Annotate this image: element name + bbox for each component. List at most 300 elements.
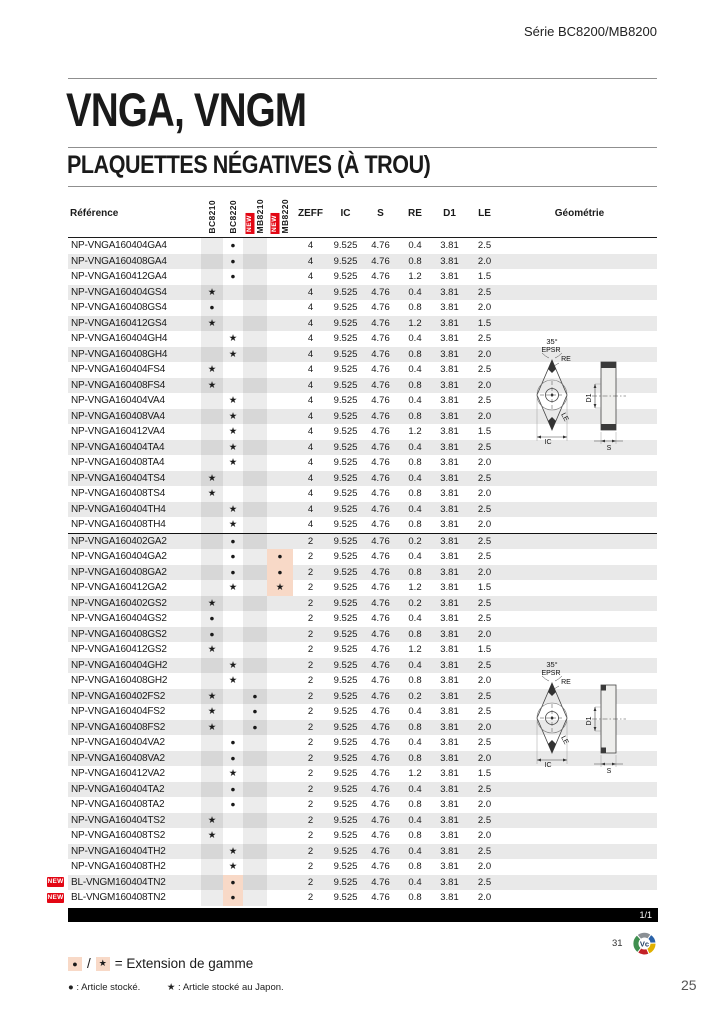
re-cell: 0.4 (408, 472, 422, 484)
re-cell: 0.8 (408, 752, 422, 764)
ic-cell: 9.525 (333, 488, 358, 499)
re-cell: 0.4 (408, 395, 422, 406)
zeff-cell: 2 (307, 613, 314, 624)
geometry-cell (502, 300, 657, 316)
reference-cell: NP-VNGA160408FS4 (71, 379, 166, 391)
d1-cell: 3.81 (440, 690, 459, 702)
zeff-cell: 4 (307, 395, 314, 406)
d1-cell: 3.81 (440, 892, 459, 903)
new-badge: NEW (47, 893, 64, 901)
grade-label-bc8220: BC8220 (227, 200, 238, 234)
grade-cell-mb8220 (267, 875, 293, 891)
re-cell: 0.8 (408, 302, 422, 313)
geometry-cell (502, 596, 657, 612)
table-row (68, 565, 657, 581)
ic-cell: 9.525 (333, 240, 358, 251)
d1-cell: 3.81 (440, 799, 459, 810)
ic-cell: 9.525 (333, 706, 358, 717)
zeff-cell: 4 (307, 457, 314, 468)
legend-extension-text: = Extension de gamme (114, 956, 254, 971)
d1-cell: 3.81 (440, 395, 459, 406)
geometry-cell (502, 285, 657, 301)
geometry-cell (502, 471, 657, 487)
le-cell: 2.5 (477, 503, 492, 515)
le-cell: 2.5 (477, 876, 492, 888)
reference-cell: NP-VNGA160412GA2 (71, 582, 167, 593)
grade-mark-bc8210-dot: ● (201, 611, 223, 627)
grade-mark-bc8210-star: ★ (201, 316, 223, 332)
d1-cell: 3.81 (440, 503, 459, 515)
legend-stock (68, 982, 284, 993)
grade-cell-mb8220 (267, 813, 293, 829)
d1-cell: 3.81 (440, 426, 459, 437)
re-cell: 1.2 (408, 644, 422, 655)
s-cell: 4.76 (371, 892, 390, 903)
ic-cell: 9.525 (333, 410, 358, 422)
zeff-cell: 4 (307, 271, 314, 282)
geometry-cell (502, 455, 657, 471)
grade-cell-mb8210 (243, 766, 267, 782)
grade-cell-mb8210 (243, 378, 267, 394)
le-cell: 2.5 (477, 783, 492, 795)
d1-cell: 3.81 (440, 861, 459, 872)
s-cell: 4.76 (371, 675, 390, 686)
s-cell: 4.76 (371, 410, 390, 422)
reference-cell: NP-VNGA160412VA4 (71, 426, 165, 437)
grade-cell-mb8210 (243, 844, 267, 860)
le-cell: 1.5 (477, 644, 492, 655)
le-cell: 2.0 (477, 721, 492, 733)
ic-cell: 9.525 (333, 752, 358, 764)
ic-cell: 9.525 (333, 613, 358, 624)
grade-cell-bc8220 (223, 285, 243, 301)
d1-cell: 3.81 (440, 659, 459, 671)
grade-mark-bc8210-star: ★ (201, 720, 223, 736)
grade-cell-bc8220 (223, 596, 243, 612)
s-cell: 4.76 (371, 690, 390, 702)
re-cell: 1.2 (408, 768, 422, 779)
table-header (68, 190, 657, 238)
table-row (68, 517, 657, 533)
s-cell: 4.76 (371, 395, 390, 406)
grade-cell-mb8210 (243, 393, 267, 409)
grade-cell-mb8210 (243, 673, 267, 689)
zeff-cell: 4 (307, 240, 314, 251)
ic-cell: 9.525 (333, 317, 358, 329)
svg-text:IC: IC (544, 762, 552, 769)
ic-cell: 9.525 (333, 814, 358, 826)
zeff-cell: 4 (307, 472, 314, 484)
grade-cell-bc8210 (201, 393, 223, 409)
ic-cell: 9.525 (333, 830, 358, 841)
grade-cell-mb8220 (267, 735, 293, 751)
grade-label-mb8220: MB8220 (279, 199, 290, 234)
grade-cell-mb8220 (267, 766, 293, 782)
grade-cell-mb8210 (243, 254, 267, 270)
re-cell: 0.4 (408, 551, 422, 562)
geometry-diagram-zeff2 (502, 655, 657, 780)
re-cell: 0.8 (408, 519, 422, 530)
grade-cell-mb8220 (267, 316, 293, 332)
reference-cell: BL-VNGM160404TN2 (71, 876, 166, 888)
zeff-cell: 2 (307, 861, 314, 872)
re-cell: 0.4 (408, 876, 422, 888)
grade-cell-mb8220 (267, 611, 293, 627)
s-cell: 4.76 (371, 644, 390, 655)
grade-cell-mb8220 (267, 720, 293, 736)
re-cell: 0.4 (408, 783, 422, 795)
grade-cell-bc8220 (223, 828, 243, 844)
svg-text:S: S (606, 768, 612, 775)
re-cell: 0.8 (408, 410, 422, 422)
le-cell: 2.5 (477, 395, 492, 406)
reference-cell: NP-VNGA160404GS2 (71, 613, 167, 624)
grade-mark-bc8220-dot: ● (230, 551, 236, 561)
ic-cell: 9.525 (333, 535, 358, 547)
zeff-cell: 2 (307, 597, 314, 609)
table-row (68, 533, 657, 550)
s-cell: 4.76 (371, 317, 390, 329)
d1-cell: 3.81 (440, 675, 459, 686)
grade-mark-bc8220-dot: ● (230, 737, 236, 747)
grade-cell-mb8210 (243, 424, 267, 440)
column-header-le: LE (478, 208, 491, 219)
re-cell: 1.2 (408, 317, 422, 329)
re-cell: 0.8 (408, 457, 422, 468)
reference-cell: NP-VNGA160404FS4 (71, 364, 166, 375)
s-cell: 4.76 (371, 286, 390, 298)
grade-cell-bc8210 (201, 859, 223, 875)
ic-cell: 9.525 (333, 721, 358, 733)
zeff-cell: 4 (307, 364, 314, 375)
d1-cell: 3.81 (440, 519, 459, 530)
re-cell: 0.2 (408, 535, 422, 547)
d1-cell: 3.81 (440, 410, 459, 422)
s-cell: 4.76 (371, 333, 390, 344)
svg-text:35°: 35° (546, 660, 558, 669)
geometry-cell (502, 238, 657, 254)
d1-cell: 3.81 (440, 379, 459, 391)
grade-mark-bc8220-star: ★ (228, 845, 238, 857)
ic-cell: 9.525 (333, 551, 358, 562)
grade-cell-mb8220 (267, 502, 293, 518)
grade-cell-mb8210 (243, 735, 267, 751)
reference-cell: NP-VNGA160404GA4 (71, 240, 167, 251)
grade-cell-mb8210 (243, 238, 267, 254)
grade-mark-bc8220-star: ★ (228, 503, 238, 515)
grade-cell-bc8210 (201, 658, 223, 674)
table-row (68, 300, 657, 316)
grade-cell-mb8220 (267, 844, 293, 860)
s-cell: 4.76 (371, 441, 390, 453)
re-cell: 0.8 (408, 799, 422, 810)
grade-mark-mb8210-dot: ● (243, 689, 267, 705)
grade-cell-mb8220 (267, 627, 293, 643)
le-cell: 2.5 (477, 706, 492, 717)
grade-cell-mb8210 (243, 517, 267, 533)
grade-cell-bc8210 (201, 890, 223, 906)
grade-cell-mb8220 (267, 362, 293, 378)
ic-cell: 9.525 (333, 659, 358, 671)
grade-cell-mb8210 (243, 440, 267, 456)
column-header-s: S (377, 208, 384, 219)
grade-cell-bc8210 (201, 549, 223, 565)
grade-mark-bc8220-star: ★ (228, 519, 238, 530)
grade-cell-mb8210 (243, 471, 267, 487)
le-cell: 2.0 (477, 752, 492, 764)
column-header-zeff: ZEFF (298, 208, 323, 219)
ic-cell: 9.525 (333, 845, 358, 857)
page-title: VNGA, VNGM (66, 83, 307, 136)
le-cell: 2.5 (477, 737, 492, 748)
grade-cell-mb8210 (243, 285, 267, 301)
le-cell: 2.5 (477, 845, 492, 857)
d1-cell: 3.81 (440, 255, 459, 267)
grade-cell-mb8220 (267, 689, 293, 705)
grade-mark-bc8220-star: ★ (228, 659, 238, 671)
grade-mark-bc8220-star: ★ (228, 861, 238, 872)
svg-text:LE: LE (559, 411, 570, 423)
column-header-bc8210 (201, 190, 223, 237)
grade-mark-bc8220-star: ★ (228, 348, 238, 360)
re-cell: 0.4 (408, 706, 422, 717)
grade-cell-mb8210 (243, 627, 267, 643)
grade-mark-bc8210-star: ★ (201, 596, 223, 612)
table-row (68, 285, 657, 301)
table-row (68, 580, 657, 596)
grade-cell-bc8210 (201, 580, 223, 596)
d1-cell: 3.81 (440, 768, 459, 779)
grade-cell-mb8210 (243, 890, 267, 906)
re-cell: 0.8 (408, 566, 422, 578)
grade-mark-bc8220-star: ★ (228, 441, 238, 453)
grade-mark-bc8210-star: ★ (201, 486, 223, 502)
table-row (68, 471, 657, 487)
zeff-cell: 2 (307, 706, 314, 717)
grade-mark-bc8220-dot: ● (230, 240, 236, 250)
grade-cell-bc8210 (201, 424, 223, 440)
table-row (68, 502, 657, 518)
reference-cell: NP-VNGA160404GS4 (71, 286, 167, 298)
zeff-cell: 2 (307, 768, 314, 779)
reference-cell: NP-VNGA160408VA4 (71, 410, 165, 422)
grade-cell-mb8220 (267, 890, 293, 906)
grade-cell-mb8210 (243, 658, 267, 674)
s-cell: 4.76 (371, 876, 390, 888)
d1-cell: 3.81 (440, 597, 459, 609)
grade-cell-bc8220 (223, 611, 243, 627)
grade-cell-mb8220 (267, 424, 293, 440)
reference-cell: NP-VNGA160404VA2 (71, 737, 165, 748)
reference-cell: NP-VNGA160408GA2 (71, 566, 167, 578)
table-row (47, 890, 657, 906)
d1-cell: 3.81 (440, 644, 459, 655)
grade-mark-bc8220-star: ★ (228, 768, 238, 779)
geometry-diagram-zeff4 (502, 332, 657, 457)
re-cell: 0.4 (408, 286, 422, 298)
le-cell: 2.0 (477, 348, 492, 360)
grade-mark-bc8220-star: ★ (228, 395, 238, 406)
svg-text:D1: D1 (586, 393, 593, 403)
geometry-cell (502, 502, 657, 518)
zeff-cell: 4 (307, 286, 314, 298)
s-cell: 4.76 (371, 752, 390, 764)
d1-cell: 3.81 (440, 333, 459, 344)
table-row (68, 844, 657, 860)
reference-cell: NP-VNGA160404FS2 (71, 706, 166, 717)
le-cell: 2.0 (477, 830, 492, 841)
grade-cell-mb8220 (267, 300, 293, 316)
le-cell: 2.0 (477, 566, 492, 578)
re-cell: 1.2 (408, 426, 422, 437)
grade-cell-mb8220 (267, 409, 293, 425)
reference-cell: NP-VNGA160412GS4 (71, 317, 167, 329)
geometry-cell (502, 611, 657, 627)
grade-cell-mb8220 (267, 859, 293, 875)
zeff-cell: 2 (307, 566, 314, 578)
grade-mark-bc8210-star: ★ (201, 689, 223, 705)
grade-cell-bc8220 (223, 300, 243, 316)
geometry-cell (502, 534, 657, 550)
d1-cell: 3.81 (440, 535, 459, 547)
ic-cell: 9.525 (333, 597, 358, 609)
ic-cell: 9.525 (333, 472, 358, 484)
table-row (68, 813, 657, 829)
reference-cell: NP-VNGA160408TS4 (71, 488, 166, 499)
reference-cell: NP-VNGA160408GA4 (71, 255, 167, 267)
geometry-cell (502, 269, 657, 285)
grade-mark-bc8210-star: ★ (201, 362, 223, 378)
grade-cell-mb8220 (267, 751, 293, 767)
le-cell: 2.5 (477, 240, 492, 251)
zeff-cell: 2 (307, 814, 314, 826)
grade-mark-bc8220-star: ★ (228, 426, 238, 437)
ic-cell: 9.525 (333, 892, 358, 903)
grade-label-bc8210: BC8210 (206, 200, 217, 234)
zeff-cell: 2 (307, 737, 314, 748)
grade-mark-bc8220-dot: ● (230, 783, 236, 794)
grade-cell-bc8210 (201, 502, 223, 518)
d1-cell: 3.81 (440, 364, 459, 375)
grade-cell-bc8220 (223, 689, 243, 705)
grade-cell-mb8210 (243, 549, 267, 565)
grade-cell-mb8220 (267, 269, 293, 285)
grade-cell-mb8220 (267, 828, 293, 844)
grade-cell-mb8210 (243, 813, 267, 829)
zeff-cell: 4 (307, 333, 314, 344)
s-cell: 4.76 (371, 737, 390, 748)
reference-cell: NP-VNGA160408GS4 (71, 302, 167, 313)
zeff-cell: 4 (307, 519, 314, 530)
zeff-cell: 4 (307, 426, 314, 437)
grade-mark-bc8220-star: ★ (228, 675, 238, 686)
table-row (68, 596, 657, 612)
grade-cell-bc8220 (223, 486, 243, 502)
grade-cell-mb8220 (267, 517, 293, 533)
table-row (68, 611, 657, 627)
s-cell: 4.76 (371, 768, 390, 779)
re-cell: 0.8 (408, 628, 422, 640)
s-cell: 4.76 (371, 613, 390, 624)
d1-cell: 3.81 (440, 737, 459, 748)
le-cell: 1.5 (477, 426, 492, 437)
ic-cell: 9.525 (333, 441, 358, 453)
s-cell: 4.76 (371, 426, 390, 437)
reference-cell: NP-VNGA160404GA2 (71, 551, 167, 562)
zeff-cell: 2 (307, 644, 314, 655)
geometry-cell (502, 549, 657, 565)
grade-cell-mb8220 (267, 347, 293, 363)
column-header-mb8220 (267, 190, 293, 237)
d1-cell: 3.81 (440, 752, 459, 764)
grade-cell-mb8220 (267, 534, 293, 550)
le-cell: 1.5 (477, 768, 492, 779)
table-row (68, 549, 657, 565)
s-cell: 4.76 (371, 814, 390, 826)
page-subtitle: PLAQUETTES NÉGATIVES (À TROU) (67, 151, 431, 179)
ic-cell: 9.525 (333, 503, 358, 515)
ic-cell: 9.525 (333, 333, 358, 344)
grade-mark-mb8210-dot: ● (243, 704, 267, 720)
grade-cell-bc8210 (201, 735, 223, 751)
s-cell: 4.76 (371, 379, 390, 391)
grade-cell-mb8210 (243, 300, 267, 316)
grade-cell-mb8210 (243, 782, 267, 798)
grade-cell-mb8210 (243, 751, 267, 767)
table-row (68, 238, 657, 254)
reference-cell: NP-VNGA160404TS4 (71, 472, 166, 484)
ic-cell: 9.525 (333, 644, 358, 655)
svg-text:IC: IC (544, 439, 552, 446)
le-cell: 1.5 (477, 271, 492, 282)
series-label: Série BC8200/MB8200 (524, 24, 657, 39)
grade-mark-bc8220-dot: ● (230, 535, 236, 546)
geometry-cell (502, 627, 657, 643)
table-row (68, 254, 657, 270)
d1-cell: 3.81 (440, 830, 459, 841)
grade-cell-bc8210 (201, 455, 223, 471)
grade-mark-bc8220-star: ★ (228, 333, 238, 344)
table-row (68, 486, 657, 502)
re-cell: 0.8 (408, 861, 422, 872)
reference-cell: NP-VNGA160402GA2 (71, 535, 167, 547)
reference-cell: NP-VNGA160404TH4 (71, 503, 166, 515)
grade-mark-bc8210-star: ★ (201, 704, 223, 720)
grade-cell-mb8220 (267, 238, 293, 254)
grade-mark-bc8220-star: ★ (228, 457, 238, 468)
le-cell: 2.5 (477, 551, 492, 562)
d1-cell: 3.81 (440, 783, 459, 795)
le-cell: 2.0 (477, 675, 492, 686)
re-cell: 0.8 (408, 255, 422, 267)
reference-cell: NP-VNGA160404TH2 (71, 845, 166, 857)
le-cell: 2.5 (477, 597, 492, 609)
s-cell: 4.76 (371, 861, 390, 872)
column-header-geometry: Géométrie (554, 208, 605, 219)
grade-cell-mb8210 (243, 409, 267, 425)
grade-cell-mb8220 (267, 393, 293, 409)
pagination-label: 1/1 (639, 910, 652, 920)
reference-cell: NP-VNGA160404GH2 (71, 659, 168, 671)
d1-cell: 3.81 (440, 271, 459, 282)
svg-text:RE: RE (561, 679, 571, 686)
re-cell: 1.2 (408, 271, 422, 282)
grade-mark-mb8220-dot: ● (267, 565, 293, 581)
grade-cell-bc8220 (223, 627, 243, 643)
le-cell: 1.5 (477, 317, 492, 329)
zeff-cell: 2 (307, 690, 314, 702)
zeff-cell: 4 (307, 503, 314, 515)
